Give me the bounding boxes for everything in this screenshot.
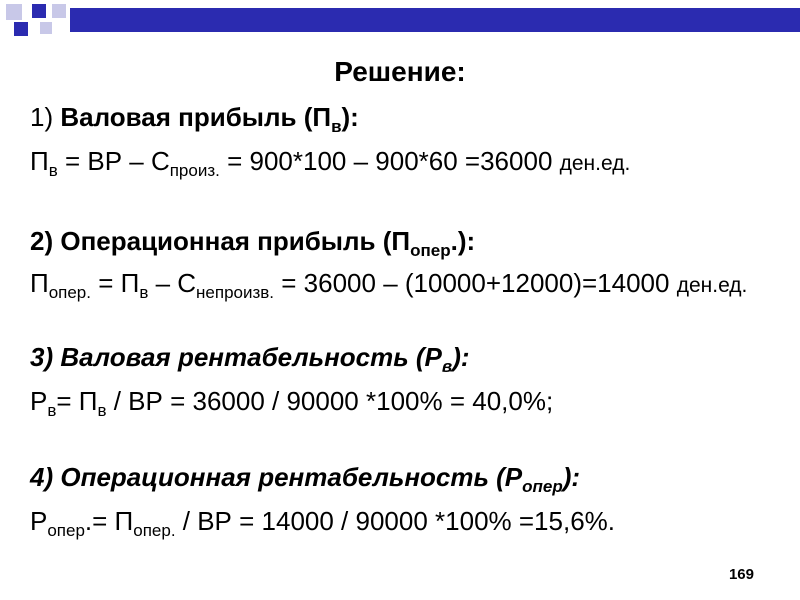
deco-square — [6, 4, 22, 20]
step4-formula — [30, 504, 615, 538]
formula-subscript: непроизв. — [196, 283, 275, 302]
formula-subscript: произ. — [169, 161, 220, 180]
step4-heading-text: 4) Операционная рентабельность (Р — [30, 462, 523, 492]
decorative-squares — [0, 0, 70, 40]
step1-heading-text: Валовая прибыль (П — [60, 102, 332, 132]
deco-square — [14, 22, 28, 36]
formula-part: = П — [56, 386, 98, 416]
formula-part: / ВР = 14000 / 90000 *100% =15,6%. — [175, 506, 615, 536]
step2-heading-end: .): — [450, 226, 476, 256]
slide-title: Решение: — [334, 56, 466, 87]
step4-heading-end: ): — [562, 462, 581, 492]
step4-heading-sub: опер — [522, 477, 563, 496]
step2-formula — [30, 266, 747, 303]
deco-square — [40, 22, 52, 34]
formula-subscript: в — [47, 401, 57, 420]
formula-part: / ВР = 36000 / 90000 *100% = 40,0%; — [106, 386, 554, 416]
formula-subscript: в — [139, 283, 149, 302]
step3-heading-end: ): — [452, 342, 470, 372]
step4-heading — [30, 460, 580, 494]
step3-formula — [30, 384, 553, 418]
formula-part: П — [30, 146, 49, 176]
formula-subscript: опер. — [133, 521, 176, 540]
formula-unit: ден.ед. — [676, 274, 748, 297]
deco-square — [32, 4, 46, 18]
formula-part: – С — [148, 268, 197, 298]
step2-heading-sub: опер — [410, 241, 451, 260]
formula-subscript: опер. — [48, 283, 91, 302]
header-bar — [70, 8, 800, 32]
formula-part: Р — [30, 506, 48, 536]
step1-heading — [30, 100, 359, 134]
step1-number: 1) — [30, 102, 54, 132]
step3-heading — [30, 340, 470, 374]
formula-subscript: в — [97, 401, 107, 420]
step1-heading-end: ): — [341, 102, 359, 132]
step1-heading-sub: в — [331, 117, 342, 136]
step2-heading — [30, 224, 475, 258]
formula-subscript: опер — [47, 521, 85, 540]
formula-part: .= П — [84, 506, 134, 536]
formula-part: = 900*100 – 900*60 =36000 — [219, 146, 560, 176]
step2-heading-text: 2) Операционная прибыль (П — [30, 226, 411, 256]
step1-formula — [30, 144, 630, 181]
deco-square — [52, 4, 66, 18]
formula-part: = 36000 – (10000+12000)=14000 — [274, 268, 677, 298]
step3-heading-sub: в — [441, 357, 453, 376]
formula-unit: ден.ед. — [559, 152, 631, 175]
page-number: 169 — [728, 566, 754, 583]
formula-part: = П — [90, 268, 140, 298]
formula-part: П — [30, 268, 49, 298]
formula-subscript: в — [48, 161, 58, 180]
formula-part: Р — [30, 386, 48, 416]
formula-part: = ВР – С — [57, 146, 170, 176]
step3-heading-text: 3) Валовая рентабельность (Р — [30, 342, 442, 372]
